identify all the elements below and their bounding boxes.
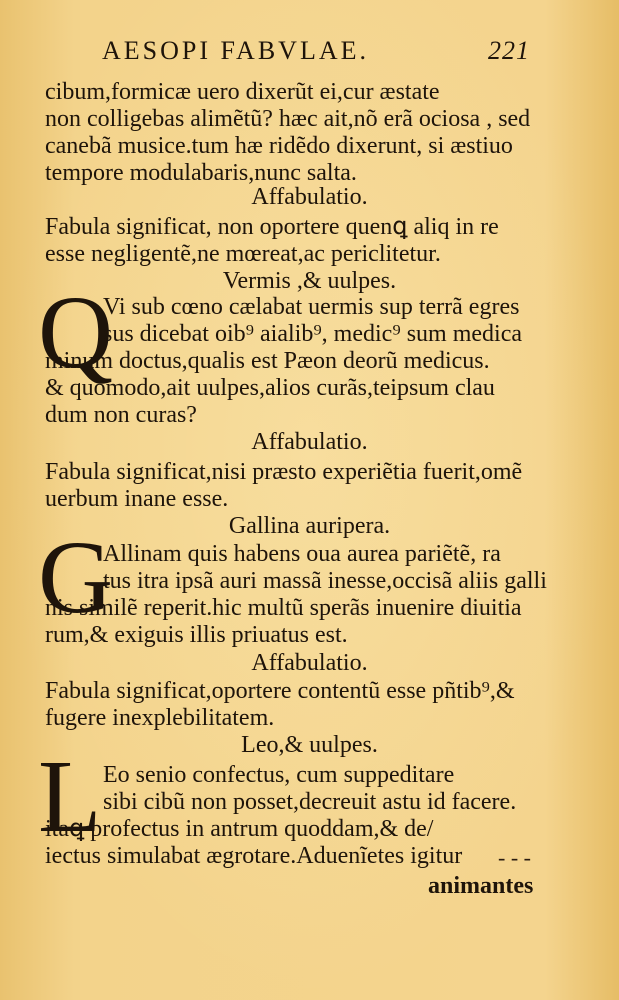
catchword: animantes xyxy=(428,873,534,899)
text-line: Eo senio confectus, cum suppeditare xyxy=(103,762,455,788)
text-line: iectus simulabat ægrotare.Aduenĩetes igitur xyxy=(45,843,463,869)
text-line: minum doctus,qualis est Pæon deorũ medicus. xyxy=(45,348,490,374)
text-line: sibi cibũ non posset,decreuit astu id facere. xyxy=(103,789,517,815)
text-line: & quomodo,ait uulpes,alios curãs,teipsum clau xyxy=(45,375,495,401)
text-line: tus itra ipsã auri massã inesse,occisã aliis galli xyxy=(103,568,547,594)
text-line: canebã musice.tum hæ ridẽdo dixerunt, si æstiuo xyxy=(45,133,513,159)
text-line: nis similẽ reperit.hic multũ sperãs inuenire diuitia xyxy=(45,595,522,621)
drop-cap-initial: Q xyxy=(38,275,114,390)
text-line: esse negligentẽ,ne mœreat,ac periclitetur. xyxy=(45,241,441,267)
drop-cap-initial: L xyxy=(38,739,102,854)
section-heading: Affabulatio. xyxy=(251,429,368,455)
text-line: dum non curas? xyxy=(45,402,197,428)
text-line: itaꝗ profectus in antrum quoddam,& de/ xyxy=(45,816,434,842)
running-head: AESOPI FABVLAE. xyxy=(102,36,369,65)
fable-title: Vermis ,& uulpes. xyxy=(222,268,397,294)
text-line: Allinam quis habens oua aurea pariẽtẽ, ra xyxy=(103,541,501,567)
text-line: Fabula significat,nisi præsto experiẽtia fuerit,omẽ xyxy=(45,459,523,485)
text-line: fugere inexplebilitatem. xyxy=(45,705,275,731)
text-line: sus dicebat oib⁹ aialib⁹, medic⁹ sum medica xyxy=(103,321,522,347)
section-heading: Affabulatio. xyxy=(251,184,368,210)
ink-mark: - - - xyxy=(498,845,531,870)
fable-title: Leo,& uulpes. xyxy=(241,732,378,758)
page-number: 221 xyxy=(488,36,530,65)
text-line: uerbum inane esse. xyxy=(45,486,229,512)
text-line: non colligebas alimẽtũ? hæc ait,nõ erã ociosa , sed xyxy=(45,106,531,132)
text-line: cibum,formicæ uero dixerũt ei,cur æstate xyxy=(45,79,440,105)
text-line: Vi sub cœno cælabat uermis sup terrã egres xyxy=(103,294,520,320)
text-line: Fabula significat, non oportere quenꝗ aliq in re xyxy=(45,214,499,240)
text-line: Fabula significat,oportere contentũ esse pñtib⁹,& xyxy=(45,678,515,704)
fable-title: Gallina auripera. xyxy=(228,513,391,539)
text-line: rum,& exiguis illis priuatus est. xyxy=(45,622,348,648)
section-heading: Affabulatio. xyxy=(251,650,368,676)
drop-cap-initial: G xyxy=(38,520,114,635)
text-line: tempore modulabaris,nunc salta. xyxy=(45,160,357,186)
